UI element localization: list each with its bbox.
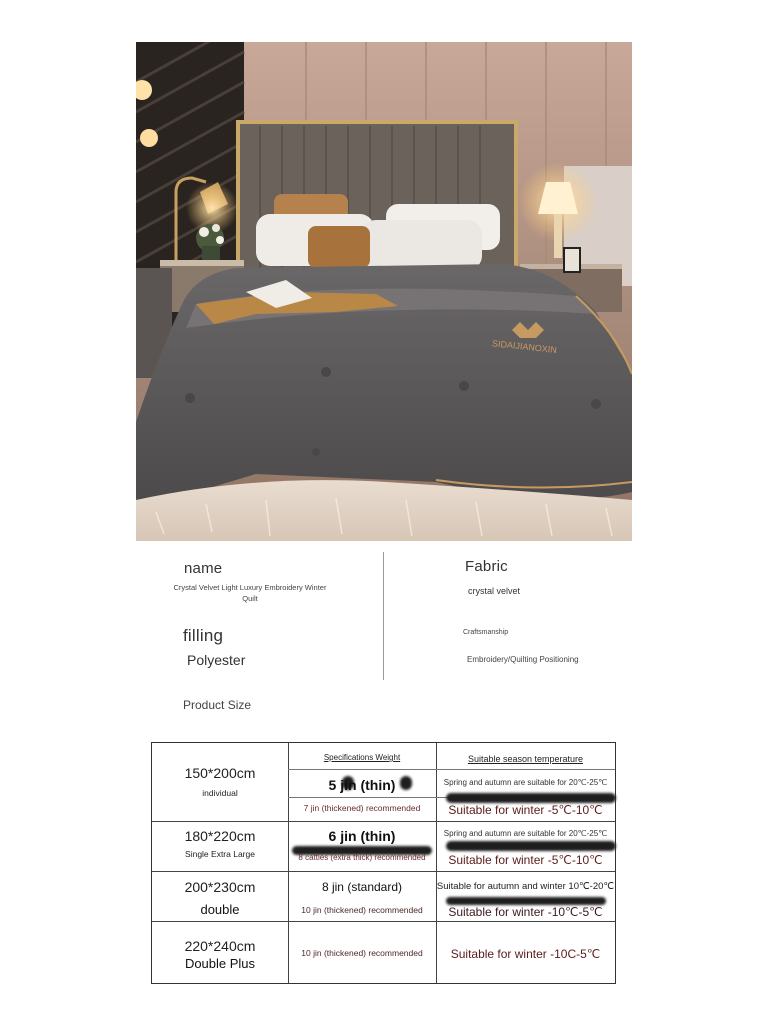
ink-smear bbox=[446, 793, 616, 803]
name-value bbox=[150, 582, 350, 604]
header-season: Suitable season temperature bbox=[467, 754, 584, 764]
row1-weight: 5 jin (thin) bbox=[328, 777, 396, 793]
row2-season-top: Spring and autumn are suitable for 20℃-25℃ bbox=[443, 829, 608, 838]
row2-weight: 6 jin (thin) bbox=[328, 828, 396, 844]
row1-season-bottom: Suitable for winter -5℃-10℃ bbox=[448, 803, 603, 817]
filling-value: Polyester bbox=[187, 652, 246, 668]
name-value-line2: Quilt bbox=[242, 594, 258, 603]
row1-size: 150*200cm bbox=[184, 765, 256, 781]
row3-size-sub: double bbox=[200, 902, 240, 917]
row3-season-top: Suitable for autumn and winter 10℃-20℃ bbox=[436, 881, 615, 892]
info-divider bbox=[383, 552, 384, 680]
name-value-line1: Crystal Velvet Light Luxury Embroidery Winter bbox=[173, 583, 327, 592]
fabric-value: crystal velvet bbox=[468, 586, 521, 596]
table-sub-divider bbox=[288, 769, 615, 770]
row1-recommend: 7 jin (thickened) recommended bbox=[303, 803, 421, 813]
product-photo bbox=[136, 42, 632, 541]
row2-size: 180*220cm bbox=[184, 828, 256, 844]
table-row-divider bbox=[152, 871, 615, 872]
row2-season-bottom: Suitable for winter -5℃-10℃ bbox=[448, 853, 603, 867]
row4-recommend: 10 jin (thickened) recommended bbox=[301, 948, 423, 958]
row2-recommend: 8 catties (extra thick) recommended bbox=[298, 853, 426, 862]
header-weight: Specifications Weight bbox=[323, 753, 401, 762]
row3-season-bottom: Suitable for winter -10℃-5℃ bbox=[448, 905, 603, 919]
row1-size-sub: individual bbox=[202, 788, 238, 798]
embroidery-text: SIDAIJIANOXIN bbox=[491, 338, 558, 356]
name-label: name bbox=[184, 560, 223, 577]
fabric-label: Fabric bbox=[465, 558, 508, 575]
ink-smear bbox=[446, 897, 606, 905]
filling-label: filling bbox=[183, 626, 224, 645]
row3-size: 200*230cm bbox=[184, 879, 256, 895]
table-row-divider bbox=[152, 921, 615, 922]
row4-size-sub: Double Plus bbox=[184, 956, 256, 971]
table-row-divider bbox=[152, 821, 615, 822]
bedroom-photo-icon bbox=[136, 42, 632, 541]
row1-season-top: Spring and autumn are suitable for 20℃-25℃ bbox=[443, 778, 608, 787]
ink-smear bbox=[446, 841, 616, 851]
size-table bbox=[151, 742, 616, 984]
row2-size-sub: Single Extra Large bbox=[185, 849, 255, 859]
row3-recommend: 10 jin (thickened) recommended bbox=[301, 905, 423, 915]
product-size-label: Product Size bbox=[183, 698, 252, 712]
row4-size: 220*240cm bbox=[184, 938, 256, 954]
craft-value: Embroidery/Quilting Positioning bbox=[467, 655, 579, 664]
row4-season-bottom: Suitable for winter -10C-5℃ bbox=[450, 947, 601, 961]
craft-label: Craftsmanship bbox=[463, 629, 509, 636]
row3-weight: 8 jin (standard) bbox=[321, 880, 403, 894]
